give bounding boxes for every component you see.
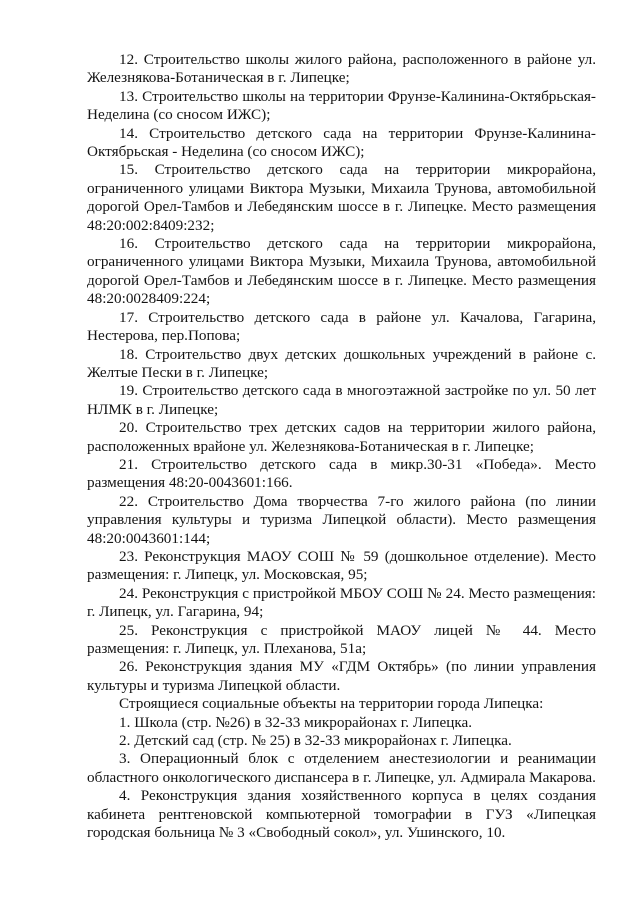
list-item-16: 16. Строительство детского сада на территории микрорайона, ограниченного улицами Виктора Музыки, Михаила Трунова, автомобильной дорогой Орел-Тамбов и Лебедянским шоссе в г. Липецке. Место размещения 48:20:0028409:224; <box>87 235 596 308</box>
list-item-20: 20. Строительство трех детских садов на территории жилого района, расположенных врайоне ул. Железнякова-Ботаническая в г. Липецке; <box>87 419 596 455</box>
list-item-15: 15. Строительство детского сада на территории микрорайона, ограниченного улицами Виктора Музыки, Михаила Трунова, автомобильной дорогой Орел-Тамбов и Лебедянским шоссе в г. Липецке. Место размещения 48:20:002:8409:232; <box>87 161 596 234</box>
list-item-25: 25. Реконструкция с пристройкой МАОУ лицей № 44. Место размещения: г. Липецк, ул. Плеханова, 51а; <box>87 621 596 657</box>
list-item-21: 21. Строительство детского сада в микр.30-31 «Победа». Место размещения 48:20-0043601:166. <box>87 455 596 492</box>
section-heading: Строящиеся социальные объекты на территории города Липецка: <box>119 695 544 713</box>
list-item-12: 12. Строительство школы жилого района, расположенного в районе ул. Железнякова-Ботаническая в г. Липецке; <box>87 51 596 87</box>
list-item-23: 23. Реконструкция МАОУ СОШ № 59 (дошкольное отделение). Место размещения: г. Липецк, ул. Московская, 95; <box>87 547 596 584</box>
list-item-17: 17. Строительство детского сада в районе ул. Качалова, Гагарина, Нестерова, пер.Попова; <box>87 308 596 345</box>
list-item-24: 24. Реконструкция с пристройкой МБОУ СОШ № 24. Место размещения: г. Липецк, ул. Гагарина, 94; <box>87 584 596 621</box>
building-item-3: 3. Операционный блок с отделением анестезиологии и реанимации областного онкологического диспансера в г. Липецке, ул. Адмирала Макарова. <box>87 750 596 786</box>
list-item-19: 19. Строительство детского сада в многоэтажной застройке по ул. 50 лет НЛМК в г. Липецке; <box>87 382 596 418</box>
building-item-1: 1. Школа (стр. №26) в 32-33 микрорайонах г. Липецка. <box>119 713 473 731</box>
building-item-4: 4. Реконструкция здания хозяйственного корпуса в целях создания кабинета рентгеновской компьютерной томографии в ГУЗ «Липецкая городская больница № 3 «Свободный сокол», ул. Ушинского, 10. <box>87 787 596 842</box>
building-item-2: 2. Детский сад (стр. № 25) в 32-33 микрорайонах г. Липецка. <box>119 732 512 750</box>
list-item-14: 14. Строительство детского сада на территории Фрунзе-Калинина-Октябрьская - Неделина (со сносом ИЖС); <box>87 124 596 161</box>
list-item-26: 26. Реконструкция здания МУ «ГДМ Октябрь» (по линии управления культуры и туризма Липецкой области. <box>87 658 596 694</box>
list-item-22: 22. Строительство Дома творчества 7-го жилого района (по линии управления культуры и туризма Липецкой области). Место размещения 48:20:0043601:144; <box>87 492 596 547</box>
list-item-13: 13. Строительство школы на территории Фрунзе-Калинина-Октябрьская- Неделина (со сносом ИЖС); <box>87 87 596 124</box>
list-item-18: 18. Строительство двух детских дошкольных учреждений в районе с. Желтые Пески в г. Липецке; <box>87 345 596 381</box>
